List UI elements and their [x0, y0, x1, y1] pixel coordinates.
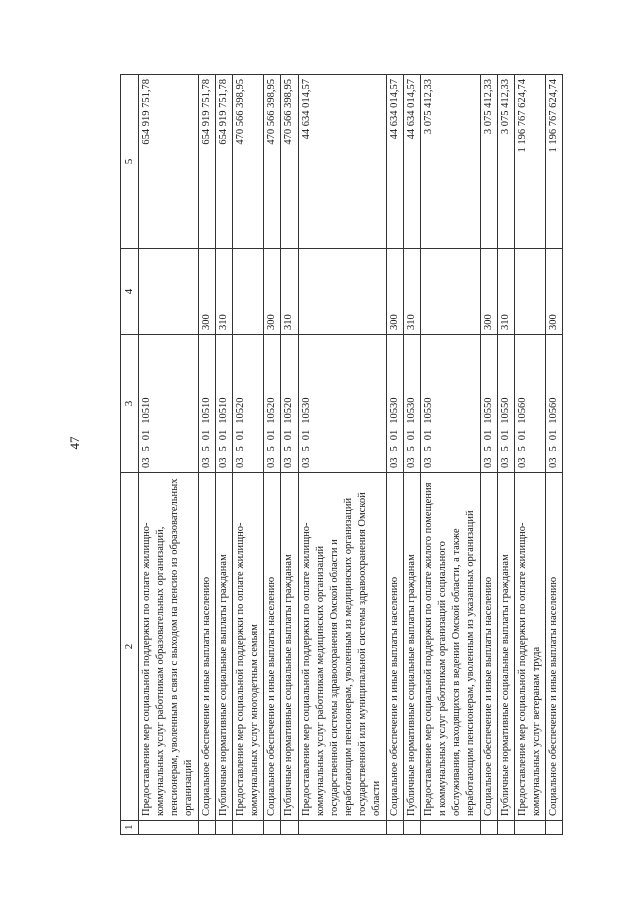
row-code: [264, 335, 281, 473]
row-expense-kind: 300: [546, 249, 563, 335]
row-amount: 470 566 398,95: [281, 75, 298, 249]
code-part: 03: [499, 457, 511, 468]
row-amount: 654 919 751,78: [198, 75, 215, 249]
table-row: [480, 75, 497, 835]
table-row: [281, 75, 298, 835]
row-expense-kind: 300: [386, 249, 403, 335]
code-part: 5: [200, 446, 212, 452]
row-code: [386, 335, 403, 473]
table-row: [198, 75, 215, 835]
table-row: [138, 75, 198, 835]
code-part: 10520: [234, 397, 246, 424]
header-col-3: 3: [121, 335, 139, 473]
row-number-cell: [497, 821, 514, 835]
row-expense-kind: [420, 249, 480, 335]
row-code: [232, 335, 263, 473]
row-number-cell: [215, 821, 232, 835]
code-part: 03: [283, 457, 295, 468]
code-part: 03: [405, 457, 417, 468]
row-amount: 654 919 751,78: [215, 75, 232, 249]
row-name: Публичные нормативные социальные выплаты гражданам: [497, 473, 514, 821]
code-part: 10530: [388, 397, 400, 424]
row-code: [281, 335, 298, 473]
row-name: Публичные нормативные социальные выплаты гражданам: [215, 473, 232, 821]
row-number-cell: [546, 821, 563, 835]
header-row: [121, 75, 139, 835]
row-expense-kind: 310: [281, 249, 298, 335]
code-part: 10510: [200, 397, 212, 424]
code-part: 03: [200, 457, 212, 468]
row-code: [546, 335, 563, 473]
code-part: 10510: [217, 397, 229, 424]
table-row: [232, 75, 263, 835]
code-part: 5: [499, 446, 511, 452]
code-part: 03: [217, 457, 229, 468]
code-part: 10520: [283, 397, 295, 424]
row-number-cell: [198, 821, 215, 835]
code-part: 10550: [422, 397, 434, 424]
code-part: 01: [300, 429, 312, 441]
rotated-page: [120, 75, 580, 835]
table-sheet: [120, 75, 580, 835]
code-part: 01: [482, 429, 494, 441]
row-code: [138, 335, 198, 473]
code-part: 01: [200, 429, 212, 441]
row-code: [298, 335, 386, 473]
row-expense-kind: [514, 249, 545, 335]
table-body: [138, 75, 563, 835]
code-part: 03: [422, 457, 434, 468]
row-name: Предоставление мер социальной поддержки по оплате жилищно-коммунальных услуг работникам медицинских организаций государственной системы здравоохранения Омской области и неработающим пенсионерам, уволенным из медицинских организаций государственной или муниципальной системы здравоохранения Омской области: [298, 473, 386, 821]
header-col-5: 5: [121, 75, 139, 249]
row-name: Социальное обеспечение и иные выплаты населению: [480, 473, 497, 821]
row-code: [198, 335, 215, 473]
row-code: [215, 335, 232, 473]
code-part: 03: [548, 457, 560, 468]
code-part: 01: [140, 429, 152, 441]
row-amount: 3 075 412,33: [497, 75, 514, 249]
code-part: 01: [266, 429, 278, 441]
row-amount: 3 075 412,33: [420, 75, 480, 249]
row-number-cell: [264, 821, 281, 835]
code-part: 10560: [516, 397, 528, 424]
row-number-cell: [514, 821, 545, 835]
row-code: [514, 335, 545, 473]
header-col-1: 1: [121, 821, 139, 835]
code-part: 5: [482, 446, 494, 452]
row-expense-kind: 310: [403, 249, 420, 335]
row-name: Предоставление мер социальной поддержки по оплате жилищно-коммунальных услуг работникам образовательных организаций, пенсионерам, уволенным в связи с выходом на пенсию из образовательных организаций: [138, 473, 198, 821]
table-row: [497, 75, 514, 835]
row-name: Социальное обеспечение и иные выплаты населению: [386, 473, 403, 821]
row-amount: 44 634 014,57: [298, 75, 386, 249]
row-expense-kind: [138, 249, 198, 335]
code-part: 03: [388, 457, 400, 468]
code-part: 01: [499, 429, 511, 441]
row-amount: 470 566 398,95: [232, 75, 263, 249]
code-part: 01: [283, 429, 295, 441]
code-part: 5: [422, 446, 434, 452]
row-amount: 44 634 014,57: [386, 75, 403, 249]
page-number: 47: [67, 436, 82, 450]
row-name: Социальное обеспечение и иные выплаты населению: [198, 473, 215, 821]
code-part: 03: [266, 457, 278, 468]
header-col-2: 2: [121, 473, 139, 821]
code-part: 03: [300, 457, 312, 468]
row-expense-kind: [232, 249, 263, 335]
row-code: [497, 335, 514, 473]
row-expense-kind: 300: [198, 249, 215, 335]
row-name: Предоставление мер социальной поддержки по оплате жилого помещения и коммунальных услуг работникам организаций социального обслуживания, находящихся в ведении Омской области, а также неработающим пенсионерам, уволенным из указанных организаций: [420, 473, 480, 821]
row-number-cell: [138, 821, 198, 835]
code-part: 5: [217, 446, 229, 452]
code-part: 10560: [548, 397, 560, 424]
code-part: 5: [405, 446, 417, 452]
row-name: Предоставление мер социальной поддержки по оплате жилищно-коммунальных услуг ветеранам труда: [514, 473, 545, 821]
row-name: Социальное обеспечение и иные выплаты населению: [546, 473, 563, 821]
row-number-cell: [298, 821, 386, 835]
table-row: [546, 75, 563, 835]
row-number-cell: [480, 821, 497, 835]
code-part: 03: [516, 457, 528, 468]
code-part: 5: [300, 446, 312, 452]
row-expense-kind: 310: [215, 249, 232, 335]
row-amount: 470 566 398,95: [264, 75, 281, 249]
row-number-cell: [281, 821, 298, 835]
row-expense-kind: 300: [480, 249, 497, 335]
code-part: 01: [217, 429, 229, 441]
row-name: Предоставление мер социальной поддержки по оплате жилищно-коммунальных услуг многодетным семьям: [232, 473, 263, 821]
row-amount: 1 196 767 624,74: [546, 75, 563, 249]
row-code: [420, 335, 480, 473]
row-code: [403, 335, 420, 473]
row-number-cell: [232, 821, 263, 835]
code-part: 10550: [499, 397, 511, 424]
code-part: 10530: [300, 397, 312, 424]
table-row: [514, 75, 545, 835]
budget-table: [120, 74, 563, 835]
code-part: 5: [548, 446, 560, 452]
code-part: 5: [516, 446, 528, 452]
row-expense-kind: 310: [497, 249, 514, 335]
code-part: 5: [283, 446, 295, 452]
code-part: 03: [482, 457, 494, 468]
code-part: 01: [388, 429, 400, 441]
code-part: 10520: [266, 397, 278, 424]
code-part: 03: [234, 457, 246, 468]
table-row: [403, 75, 420, 835]
code-part: 5: [388, 446, 400, 452]
row-number-cell: [420, 821, 480, 835]
row-name: Публичные нормативные социальные выплаты гражданам: [281, 473, 298, 821]
code-part: 03: [140, 457, 152, 468]
table-row: [264, 75, 281, 835]
code-part: 5: [266, 446, 278, 452]
code-part: 01: [234, 429, 246, 441]
row-amount: 44 634 014,57: [403, 75, 420, 249]
code-part: 01: [516, 429, 528, 441]
row-amount: 1 196 767 624,74: [514, 75, 545, 249]
code-part: 10530: [405, 397, 417, 424]
row-name: Публичные нормативные социальные выплаты гражданам: [403, 473, 420, 821]
code-part: 10510: [140, 397, 152, 424]
code-part: 10550: [482, 397, 494, 424]
row-number-cell: [386, 821, 403, 835]
row-amount: 654 919 751,78: [138, 75, 198, 249]
row-amount: 3 075 412,33: [480, 75, 497, 249]
code-part: 01: [548, 429, 560, 441]
row-number-cell: [403, 821, 420, 835]
table-row: [215, 75, 232, 835]
row-expense-kind: 300: [264, 249, 281, 335]
code-part: 01: [405, 429, 417, 441]
table-row: [386, 75, 403, 835]
header-col-4: 4: [121, 249, 139, 335]
row-expense-kind: [298, 249, 386, 335]
table-row: [420, 75, 480, 835]
code-part: 01: [422, 429, 434, 441]
row-code: [480, 335, 497, 473]
table-row: [298, 75, 386, 835]
row-name: Социальное обеспечение и иные выплаты населению: [264, 473, 281, 821]
code-part: 5: [140, 446, 152, 452]
code-part: 5: [234, 446, 246, 452]
